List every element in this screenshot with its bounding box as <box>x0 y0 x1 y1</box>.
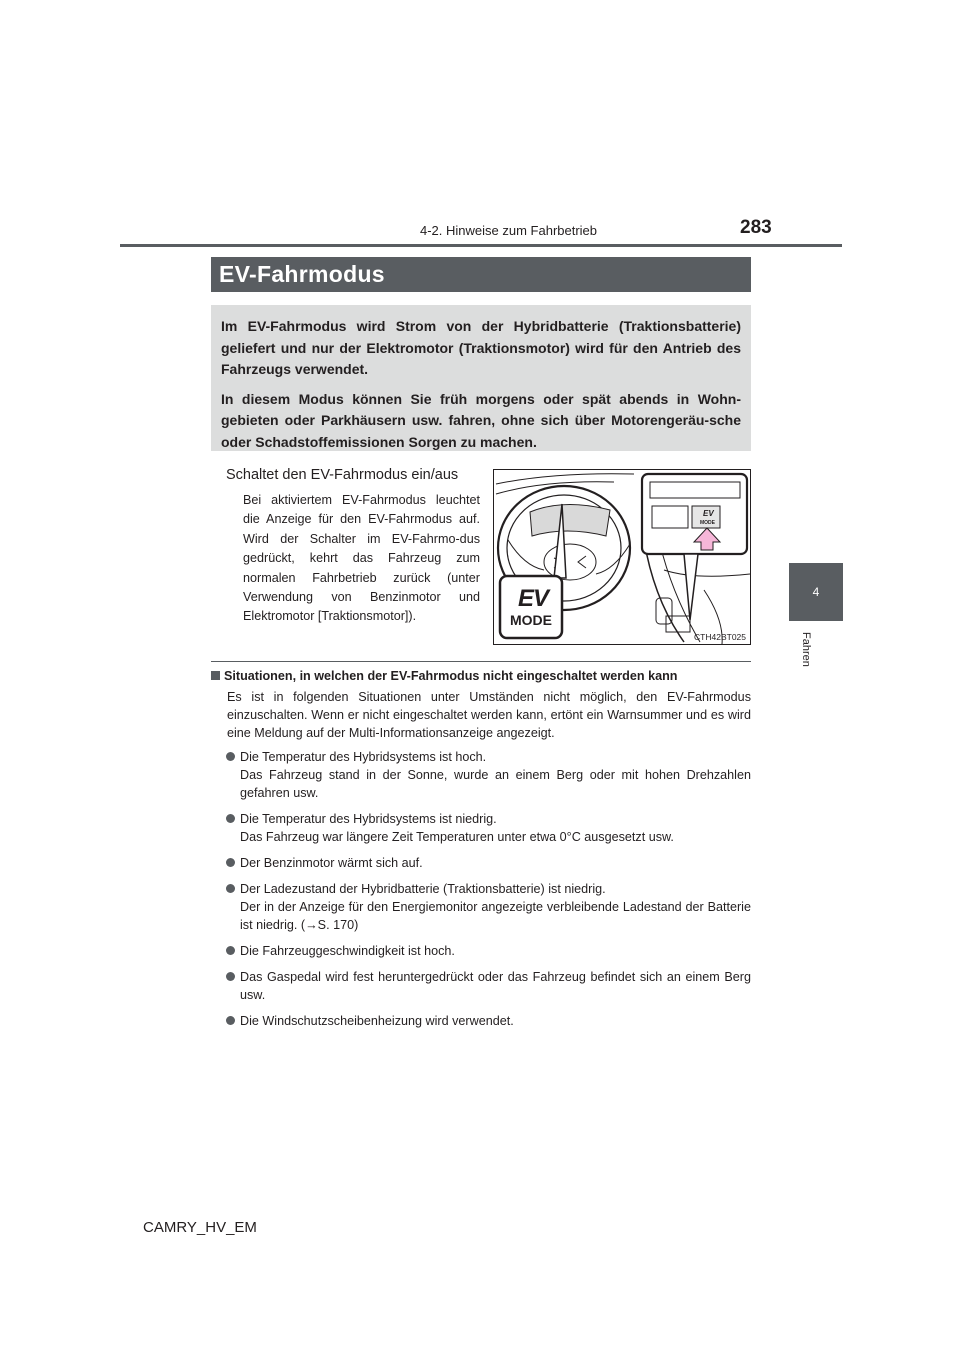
bullet-dot-icon <box>226 972 235 981</box>
square-bullet-icon <box>211 671 220 680</box>
list-item <box>227 880 751 934</box>
page-title: EV-Fahrmodus <box>211 257 751 292</box>
list-item <box>227 1012 751 1030</box>
intro-paragraph-1: Im EV-Fahrmodus wird Strom von der Hybridbatterie (Traktionsbatterie) geliefert und nur der Elektromotor (Traktionsmotor) wird für den Antrieb des Fahrzeugs verwendet. <box>221 318 741 377</box>
list-item-sub: Das Fahrzeug war längere Zeit Temperaturen unter etwa 0°C ausgesetzt usw. <box>240 830 674 844</box>
list-item <box>227 942 751 960</box>
bullet-dot-icon <box>226 884 235 893</box>
chapter-number: 4 <box>812 585 820 599</box>
intro-box <box>211 305 751 451</box>
list-item <box>227 810 751 846</box>
figure-code: CTH42BT025 <box>694 632 746 642</box>
switch-description: Bei aktiviertem EV-Fahrmodus leuchtet die Anzeige für den EV-Fahrmodus auf. Wird der Schalter im EV-Fahrmo-dus gedrückt, kehrt das Fahrzeug zum normalen Fahrbetrieb zurück (unter Verwendung von Benzinmotor und Elektromotor [Traktionsmotor]). <box>243 493 480 624</box>
intro-paragraph-2: In diesem Modus können Sie früh morgens oder spät abends in Wohn-gebieten oder Parkhäusern usw. fahren, ohne sich über Motorengeräu-sche oder Schadstoffemissionen Sorgen zu machen. <box>221 390 741 450</box>
small-mode-label: MODE <box>700 520 715 526</box>
list-item-main: Die Windschutzscheibenheizung wird verwendet. <box>240 1014 514 1028</box>
big-ev-label: EV <box>518 585 549 612</box>
list-item-main: Das Gaspedal wird fest heruntergedrückt oder das Fahrzeug befindet sich an einem Berg usw. <box>240 970 751 1002</box>
model-code: CAMRY_HV_EM <box>143 1219 257 1236</box>
list-item-main: Die Temperatur des Hybridsystems ist hoch. <box>240 750 487 764</box>
bullet-dot-icon <box>226 946 235 955</box>
list-item-main: Der Benzinmotor wärmt sich auf. <box>240 856 423 870</box>
bullet-dot-icon <box>226 1016 235 1025</box>
situations-heading <box>211 669 677 683</box>
situations-heading-text: Situationen, in welchen der EV-Fahrmodus nicht eingeschaltet werden kann <box>224 669 678 683</box>
chapter-tab-label-wrap <box>786 628 846 688</box>
ev-mode-illustration <box>493 469 751 645</box>
chapter-label: Fahren <box>800 632 812 667</box>
header-divider <box>120 244 842 247</box>
bullet-dot-icon <box>226 858 235 867</box>
list-item <box>227 748 751 802</box>
page-number: 283 <box>740 217 772 238</box>
list-item-main: Der Ladezustand der Hybridbatterie (Traktionsbatterie) ist niedrig. <box>240 882 606 896</box>
list-item <box>227 968 751 1004</box>
list-item <box>227 854 751 872</box>
list-item-sub: Der in der Anzeige für den Energiemonitor angezeigte verbleibende Ladestand der Batterie ist niedrig. (→S. 170) <box>240 900 751 932</box>
section-divider <box>211 661 751 662</box>
bullet-dot-icon <box>226 752 235 761</box>
list-item-main: Die Temperatur des Hybridsystems ist niedrig. <box>240 812 497 826</box>
chapter-tab <box>789 563 843 621</box>
switch-heading: Schaltet den EV-Fahrmodus ein/aus <box>226 467 459 483</box>
bullet-dot-icon <box>226 814 235 823</box>
list-item-sub: Das Fahrzeug stand in der Sonne, wurde an einem Berg oder mit hohen Drehzahlen gefahren usw. <box>240 768 751 800</box>
list-item-main: Die Fahrzeuggeschwindigkeit ist hoch. <box>240 944 455 958</box>
situations-list <box>227 748 751 1038</box>
situations-intro: Es ist in folgenden Situationen unter Umständen nicht möglich, den EV-Fahrmodus einzuschalten. Wenn er nicht eingeschaltet werden kann, ertönt ein Warnsummer und es wird eine Meldung auf der Multi-Informationsanzeige angezeigt. <box>227 690 751 740</box>
section-label: 4-2. Hinweise zum Fahrbetrieb <box>420 223 598 238</box>
big-mode-label: MODE <box>510 612 552 628</box>
small-ev-label: EV <box>703 509 714 518</box>
